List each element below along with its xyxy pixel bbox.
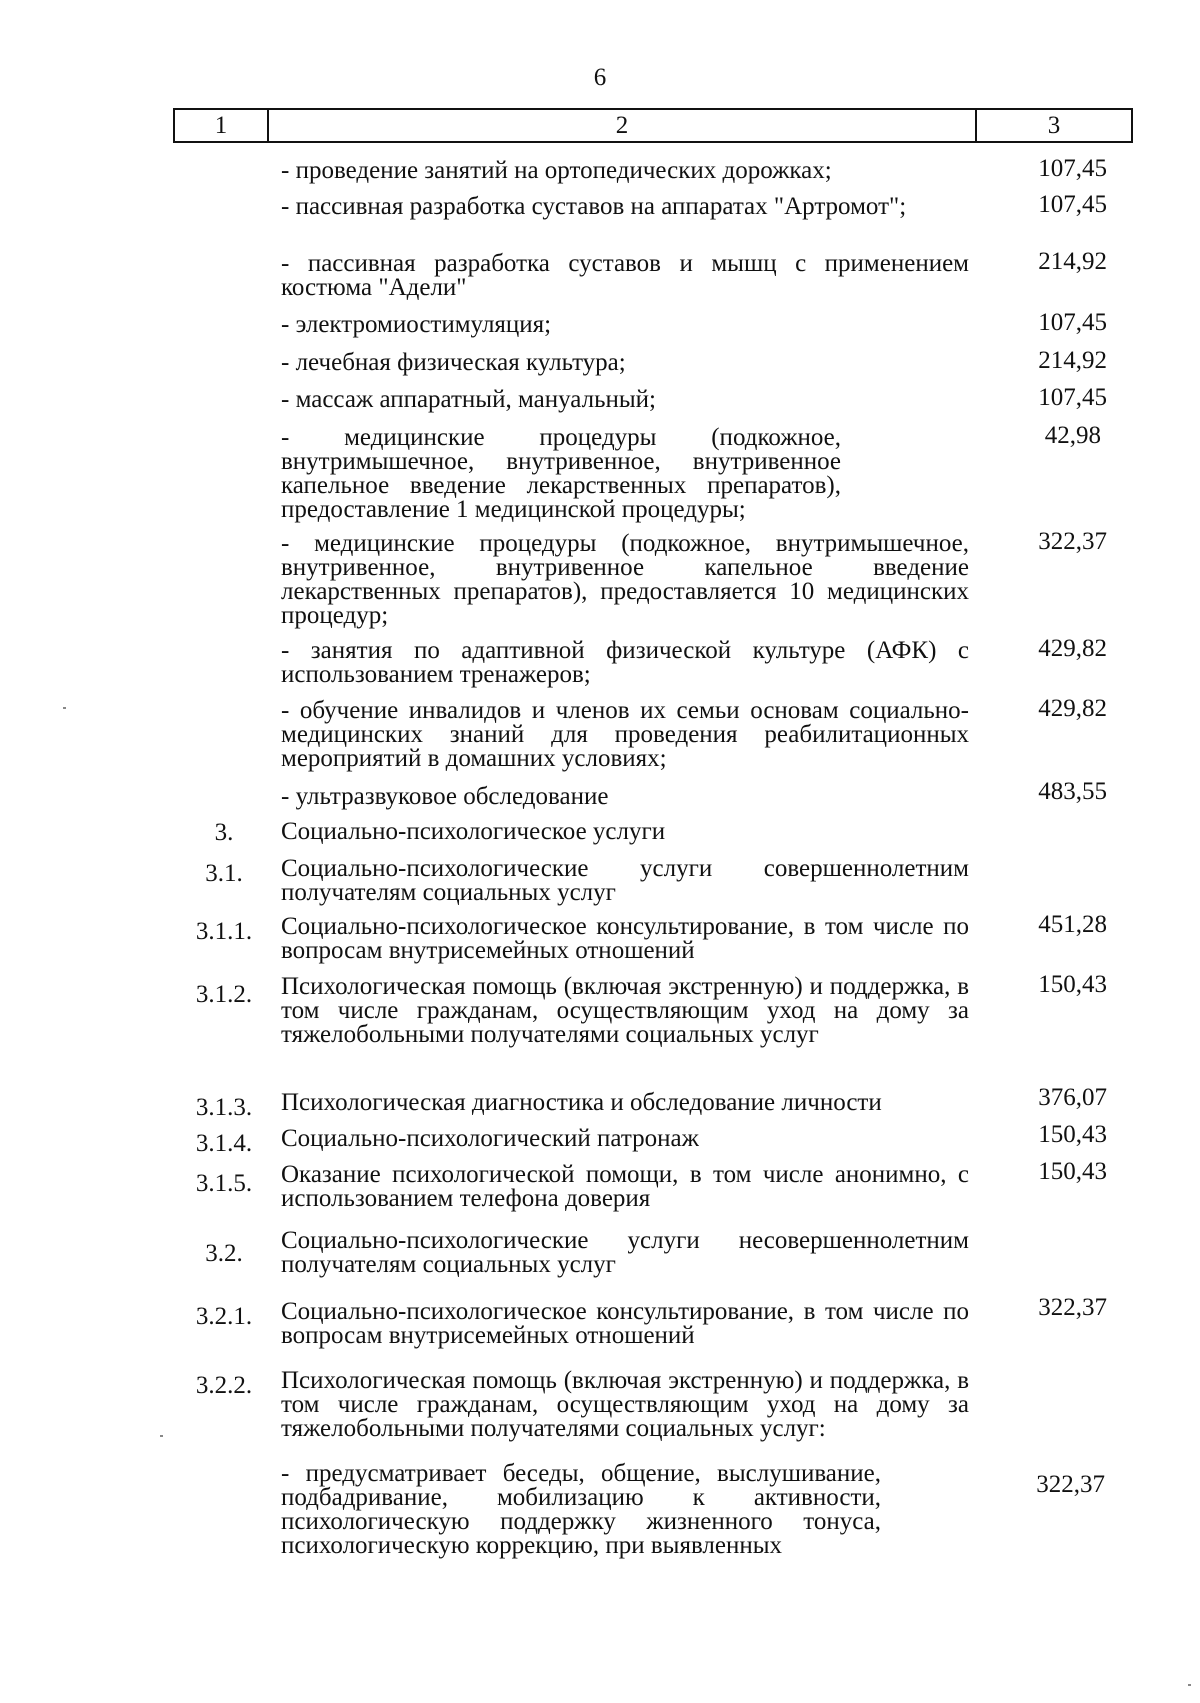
row-text: - лечебная физическая культура; [281,349,626,376]
row-value: 429,82 [1038,635,1107,662]
row-text: - медицинские процедуры (подкожное, внутримышечное, внутривенное, внутривенное капельное введение лекарственных препаратов), предоставление 1 медицинской процедуры; [281,424,841,523]
row-value: 322,37 [1038,1294,1107,1321]
header-col-1: 1 [175,110,269,141]
row-text: Психологическая помощь (включая экстренную) и поддержка, в том числе гражданам, осуществляющим уход на дому за тяжелобольными получателями социальных услуг: [281,1367,969,1442]
row-number: 3.1. [205,860,243,887]
row-value: 376,07 [1038,1084,1107,1111]
row-text: Социально-психологические услуги несовершеннолетним получателям социальных услуг [281,1227,969,1278]
row-text: - пассивная разработка суставов на аппаратах "Артромот"; [281,193,907,220]
row-value: 322,37 [1036,1471,1105,1498]
row-value: 107,45 [1038,309,1107,336]
row-text: - массаж аппаратный, мануальный; [281,386,656,413]
row-text: Социально-психологическое консультирование, в том числе по вопросам внутрисемейных отношений [281,913,969,964]
row-value: 483,55 [1038,778,1107,805]
row-text: Социально-психологические услуги совершеннолетним получателям социальных услуг [281,855,969,906]
row-number: 3.2.1. [195,1303,253,1330]
row-value: 214,92 [1038,347,1107,374]
row-text: - пассивная разработка суставов и мышц с применением костюма "Адели" [281,250,969,301]
header-col-3: 3 [1047,111,1061,139]
row-value: 429,82 [1038,695,1107,722]
row-number: 3.1.5. [195,1170,253,1197]
row-value: 214,92 [1038,248,1107,275]
row-text: Психологическая помощь (включая экстренную) и поддержка, в том числе гражданам, осуществляющим уход на дому за тяжелобольными получателями социальных услуг [281,973,969,1048]
row-number: 3.1.4. [195,1130,253,1157]
table-header [173,108,1133,143]
row-value: 322,37 [1038,528,1107,555]
row-value: 150,43 [1038,971,1107,998]
scan-speck [160,1435,163,1437]
row-text: - предусматривает беседы, общение, выслушивание, подбадривание, мобилизацию к активности, психологическую поддержку жизненного тонуса, психологическую коррекцию, при выявленных [281,1460,881,1559]
row-number: 3.1.3. [195,1094,253,1121]
row-text: - электромиостимуляция; [281,311,552,338]
row-text: Психологическая диагностика и обследование личности [281,1089,882,1116]
row-text: - медицинские процедуры (подкожное, внутримышечное, внутривенное, внутривенное капельное введение лекарственных препаратов), предоставляется 10 медицинских процедур; [281,530,969,629]
page-number: 6 [593,64,607,91]
row-text: Социально-психологическое услуги [281,818,666,845]
scan-speck [63,707,66,709]
row-number: 3. [214,819,234,846]
row-value: 150,43 [1038,1121,1107,1148]
scan-speck [1188,1684,1191,1686]
row-value: 42,98 [1044,422,1101,449]
row-value: 107,45 [1038,155,1107,182]
row-text: Оказание психологической помощи, в том числе анонимно, с использованием телефона доверия [281,1161,969,1212]
row-text: Социально-психологический патронаж [281,1125,699,1152]
row-number: 3.2. [205,1240,243,1267]
row-number: 3.2.2. [195,1372,253,1399]
row-text: - ультразвуковое обследование [281,783,609,810]
row-text: Социально-психологическое консультирование, в том числе по вопросам внутрисемейных отношений [281,1298,969,1349]
row-number: 3.1.2. [195,981,253,1008]
row-text: - проведение занятий на ортопедических дорожках; [281,157,832,184]
row-value: 107,45 [1038,384,1107,411]
row-value: 451,28 [1038,911,1107,938]
row-text: - занятия по адаптивной физической культуре (АФК) с использованием тренажеров; [281,637,969,688]
header-col-2: 2 [269,110,977,141]
row-value: 107,45 [1038,191,1107,218]
row-number: 3.1.1. [195,918,253,945]
row-value: 150,43 [1038,1158,1107,1185]
row-text: - обучение инвалидов и членов их семьи основам социально-медицинских знаний для проведения реабилитационных мероприятий в домашних условиях; [281,697,969,772]
